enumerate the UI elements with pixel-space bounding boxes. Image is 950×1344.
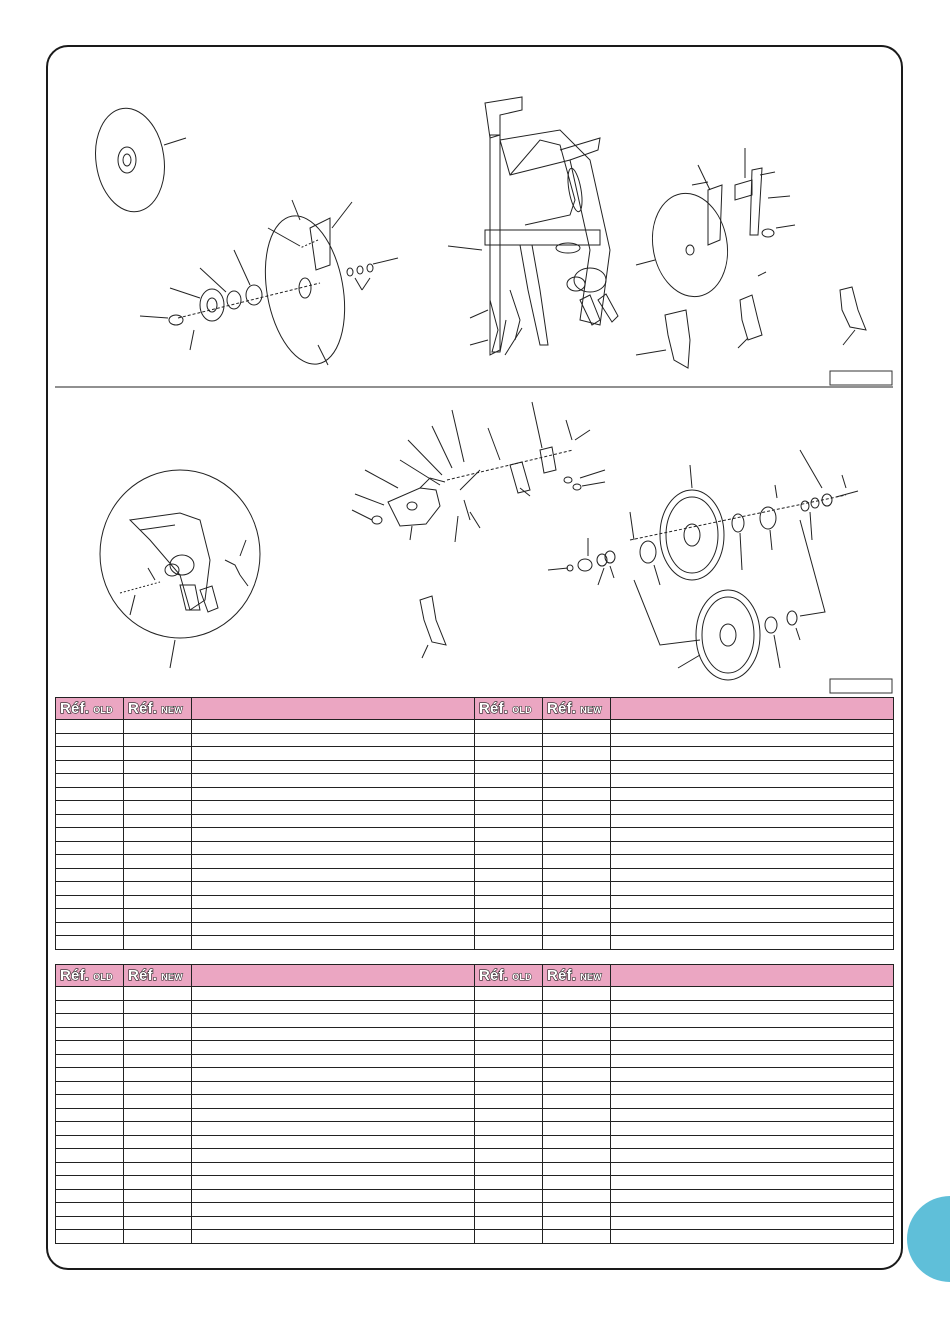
table-cell <box>475 1054 543 1068</box>
table-row <box>56 1122 894 1136</box>
col-description <box>611 698 894 720</box>
table-cell <box>56 895 124 909</box>
table-cell <box>475 1122 543 1136</box>
frame-assembly-upper-center <box>448 97 618 355</box>
table-row <box>56 1014 894 1028</box>
table-cell <box>124 841 192 855</box>
table-cell <box>124 1189 192 1203</box>
table-row <box>56 1068 894 1082</box>
col-description <box>192 965 475 987</box>
table-cell <box>56 1014 124 1028</box>
table-row <box>56 1203 894 1217</box>
table-cell <box>543 1230 611 1244</box>
table-cell <box>611 1176 894 1190</box>
table-cell <box>192 1095 475 1109</box>
table-cell <box>611 787 894 801</box>
table-cell <box>475 936 543 950</box>
table-cell <box>611 1068 894 1082</box>
table-cell <box>475 895 543 909</box>
table-cell <box>475 1095 543 1109</box>
table-row <box>56 1027 894 1041</box>
table-cell <box>192 987 475 1001</box>
table-cell <box>543 1054 611 1068</box>
parts-table-body <box>56 987 894 1244</box>
table-row <box>56 936 894 950</box>
table-cell <box>611 1135 894 1149</box>
detail-circle-lower-left <box>100 470 260 668</box>
table-cell <box>611 1162 894 1176</box>
table-row <box>56 1176 894 1190</box>
table-cell <box>56 1095 124 1109</box>
table-cell <box>543 1000 611 1014</box>
table-cell <box>56 987 124 1001</box>
col-description <box>192 698 475 720</box>
table-cell <box>475 1041 543 1055</box>
table-row <box>56 760 894 774</box>
table-cell <box>543 922 611 936</box>
table-cell <box>192 1000 475 1014</box>
table-cell <box>124 760 192 774</box>
table-cell <box>56 1216 124 1230</box>
col-ref-new: Réf. NEW <box>543 698 611 720</box>
parts-table-top <box>55 697 894 950</box>
table-cell <box>543 1095 611 1109</box>
table-cell <box>124 1149 192 1163</box>
table-cell <box>475 1149 543 1163</box>
table-cell <box>56 760 124 774</box>
table-cell <box>124 882 192 896</box>
table-cell <box>475 814 543 828</box>
table-cell <box>56 747 124 761</box>
table-cell <box>543 1068 611 1082</box>
col-ref-new: Réf. NEW <box>543 965 611 987</box>
table-row <box>56 1135 894 1149</box>
table-cell <box>192 1176 475 1190</box>
wheels-lower-right <box>548 450 858 680</box>
table-cell <box>543 747 611 761</box>
table-cell <box>192 909 475 923</box>
table-cell <box>56 733 124 747</box>
table-cell <box>543 1014 611 1028</box>
col-ref-old: Réf. OLD <box>475 965 543 987</box>
table-cell <box>124 787 192 801</box>
table-cell <box>192 801 475 815</box>
table-cell <box>611 909 894 923</box>
table-cell <box>56 909 124 923</box>
table-row <box>56 1041 894 1055</box>
table-cell <box>192 1054 475 1068</box>
table-cell <box>543 801 611 815</box>
table-cell <box>543 1176 611 1190</box>
table-cell <box>192 760 475 774</box>
table-cell <box>192 1027 475 1041</box>
table-row <box>56 855 894 869</box>
table-cell <box>56 1000 124 1014</box>
table-cell <box>543 909 611 923</box>
table-cell <box>56 1162 124 1176</box>
table-cell <box>124 1135 192 1149</box>
table-cell <box>543 1122 611 1136</box>
table-cell <box>611 1230 894 1244</box>
table-cell <box>475 801 543 815</box>
table-cell <box>192 1149 475 1163</box>
table-cell <box>124 1027 192 1041</box>
table-cell <box>475 922 543 936</box>
table-cell <box>611 1095 894 1109</box>
table-cell <box>124 774 192 788</box>
table-cell <box>543 882 611 896</box>
table-cell <box>543 895 611 909</box>
table-cell <box>56 855 124 869</box>
parts-table-header <box>56 698 894 720</box>
table-cell <box>124 922 192 936</box>
table-cell <box>611 1000 894 1014</box>
table-cell <box>611 882 894 896</box>
table-cell <box>56 841 124 855</box>
table-cell <box>543 1149 611 1163</box>
table-row <box>56 1216 894 1230</box>
table-row <box>56 733 894 747</box>
table-cell <box>611 855 894 869</box>
table-row <box>56 1162 894 1176</box>
table-cell <box>56 1122 124 1136</box>
table-cell <box>543 868 611 882</box>
table-cell <box>192 1041 475 1055</box>
table-cell <box>192 720 475 734</box>
table-cell <box>611 1054 894 1068</box>
table-cell <box>543 814 611 828</box>
table-cell <box>124 1000 192 1014</box>
table-cell <box>192 814 475 828</box>
table-cell <box>192 1135 475 1149</box>
table-row <box>56 1000 894 1014</box>
table-cell <box>56 1203 124 1217</box>
table-row <box>56 1054 894 1068</box>
table-cell <box>56 774 124 788</box>
table-cell <box>475 787 543 801</box>
table-cell <box>56 1027 124 1041</box>
table-cell <box>543 841 611 855</box>
table-row <box>56 882 894 896</box>
table-cell <box>475 1216 543 1230</box>
table-cell <box>611 895 894 909</box>
table-cell <box>475 1000 543 1014</box>
table-cell <box>192 1162 475 1176</box>
table-cell <box>475 882 543 896</box>
table-cell <box>543 1135 611 1149</box>
table-cell <box>192 1189 475 1203</box>
disc-assembly-upper-left <box>89 104 398 371</box>
table-row <box>56 720 894 734</box>
table-cell <box>56 801 124 815</box>
parts-table-body <box>56 720 894 950</box>
table-cell <box>611 841 894 855</box>
disc-coulter-upper-right <box>636 148 866 368</box>
table-cell <box>611 922 894 936</box>
table-cell <box>475 1081 543 1095</box>
table-cell <box>56 828 124 842</box>
table-cell <box>192 1203 475 1217</box>
table-row <box>56 987 894 1001</box>
table-row <box>56 895 894 909</box>
table-cell <box>611 1122 894 1136</box>
table-cell <box>56 1176 124 1190</box>
table-cell <box>124 909 192 923</box>
table-cell <box>124 1162 192 1176</box>
table-cell <box>192 1014 475 1028</box>
table-cell <box>475 868 543 882</box>
table-cell <box>124 733 192 747</box>
table-cell <box>192 922 475 936</box>
table-cell <box>192 855 475 869</box>
table-cell <box>124 1054 192 1068</box>
table-cell <box>192 733 475 747</box>
table-cell <box>611 1014 894 1028</box>
table-row <box>56 922 894 936</box>
table-cell <box>475 1108 543 1122</box>
table-cell <box>56 882 124 896</box>
table-cell <box>124 1108 192 1122</box>
table-cell <box>611 987 894 1001</box>
table-cell <box>124 814 192 828</box>
table-row <box>56 814 894 828</box>
table-cell <box>124 1041 192 1055</box>
table-cell <box>192 1230 475 1244</box>
parts-table-header <box>56 965 894 987</box>
table-cell <box>611 868 894 882</box>
table-cell <box>475 1230 543 1244</box>
table-cell <box>124 747 192 761</box>
table-cell <box>543 1108 611 1122</box>
table-cell <box>124 801 192 815</box>
table-cell <box>611 1041 894 1055</box>
table-cell <box>56 1041 124 1055</box>
table-cell <box>611 747 894 761</box>
table-cell <box>56 1108 124 1122</box>
table-cell <box>543 787 611 801</box>
table-cell <box>475 855 543 869</box>
table-cell <box>192 1081 475 1095</box>
table-cell <box>475 841 543 855</box>
table-cell <box>56 1081 124 1095</box>
table-row <box>56 801 894 815</box>
table-cell <box>192 774 475 788</box>
table-cell <box>192 1068 475 1082</box>
table-cell <box>543 1081 611 1095</box>
table-cell <box>192 882 475 896</box>
table-row <box>56 828 894 842</box>
table-cell <box>543 1216 611 1230</box>
table-row <box>56 774 894 788</box>
table-cell <box>611 828 894 842</box>
table-cell <box>124 1203 192 1217</box>
table-cell <box>56 922 124 936</box>
table-cell <box>192 828 475 842</box>
table-cell <box>56 1189 124 1203</box>
table-cell <box>475 1027 543 1041</box>
table-cell <box>192 868 475 882</box>
parts-table-bottom <box>55 964 894 1244</box>
table-cell <box>192 895 475 909</box>
table-cell <box>192 1122 475 1136</box>
table-cell <box>124 1122 192 1136</box>
table-cell <box>543 760 611 774</box>
table-cell <box>611 936 894 950</box>
table-cell <box>192 1216 475 1230</box>
table-cell <box>124 1216 192 1230</box>
table-row <box>56 1081 894 1095</box>
table-row <box>56 909 894 923</box>
table-cell <box>124 895 192 909</box>
table-cell <box>543 1203 611 1217</box>
table-row <box>56 841 894 855</box>
table-cell <box>611 1027 894 1041</box>
table-cell <box>475 720 543 734</box>
table-cell <box>56 787 124 801</box>
table-cell <box>124 828 192 842</box>
table-cell <box>124 868 192 882</box>
table-cell <box>192 1108 475 1122</box>
table-cell <box>475 1176 543 1190</box>
table-cell <box>611 774 894 788</box>
table-cell <box>611 814 894 828</box>
table-row <box>56 868 894 882</box>
table-cell <box>475 1162 543 1176</box>
table-cell <box>56 1135 124 1149</box>
table-cell <box>543 733 611 747</box>
table-cell <box>192 787 475 801</box>
mechanism-lower-center <box>352 402 605 658</box>
table-cell <box>475 1203 543 1217</box>
page-tab <box>907 1196 950 1282</box>
table-cell <box>475 774 543 788</box>
table-cell <box>475 747 543 761</box>
table-row <box>56 787 894 801</box>
table-cell <box>543 987 611 1001</box>
table-cell <box>611 1189 894 1203</box>
table-cell <box>124 987 192 1001</box>
table-cell <box>56 1149 124 1163</box>
table-row <box>56 747 894 761</box>
table-cell <box>124 1176 192 1190</box>
table-cell <box>124 1014 192 1028</box>
diagram-ref-box-2 <box>830 679 892 693</box>
col-ref-new: Réf. NEW <box>124 698 192 720</box>
table-cell <box>124 720 192 734</box>
table-cell <box>543 1189 611 1203</box>
table-cell <box>611 1216 894 1230</box>
table-cell <box>124 1095 192 1109</box>
table-cell <box>475 733 543 747</box>
table-cell <box>475 1014 543 1028</box>
table-cell <box>475 760 543 774</box>
table-cell <box>124 1230 192 1244</box>
table-cell <box>56 936 124 950</box>
table-row <box>56 1095 894 1109</box>
table-cell <box>475 1189 543 1203</box>
table-cell <box>611 720 894 734</box>
diagram-ref-box-1 <box>830 371 892 385</box>
table-cell <box>543 936 611 950</box>
col-ref-new: Réf. NEW <box>124 965 192 987</box>
table-cell <box>543 1162 611 1176</box>
table-cell <box>611 1108 894 1122</box>
table-cell <box>475 909 543 923</box>
table-cell <box>475 828 543 842</box>
table-cell <box>543 1041 611 1055</box>
table-cell <box>611 733 894 747</box>
col-ref-old: Réf. OLD <box>475 698 543 720</box>
table-cell <box>475 1135 543 1149</box>
table-cell <box>611 1149 894 1163</box>
table-cell <box>56 1054 124 1068</box>
table-row <box>56 1149 894 1163</box>
table-cell <box>56 1230 124 1244</box>
table-cell <box>124 1081 192 1095</box>
col-ref-old: Réf. OLD <box>56 698 124 720</box>
table-cell <box>475 1068 543 1082</box>
table-cell <box>124 1068 192 1082</box>
table-row <box>56 1108 894 1122</box>
table-cell <box>543 855 611 869</box>
table-cell <box>56 1068 124 1082</box>
table-cell <box>192 936 475 950</box>
table-cell <box>192 841 475 855</box>
table-cell <box>543 828 611 842</box>
table-cell <box>611 1203 894 1217</box>
table-cell <box>543 1027 611 1041</box>
table-cell <box>56 814 124 828</box>
table-cell <box>611 760 894 774</box>
table-cell <box>611 801 894 815</box>
table-cell <box>192 747 475 761</box>
table-cell <box>56 720 124 734</box>
table-cell <box>611 1081 894 1095</box>
table-row <box>56 1230 894 1244</box>
table-cell <box>124 936 192 950</box>
table-cell <box>543 720 611 734</box>
col-description <box>611 965 894 987</box>
table-cell <box>56 868 124 882</box>
table-cell <box>543 774 611 788</box>
table-cell <box>124 855 192 869</box>
table-row <box>56 1189 894 1203</box>
table-cell <box>475 987 543 1001</box>
col-ref-old: Réf. OLD <box>56 965 124 987</box>
